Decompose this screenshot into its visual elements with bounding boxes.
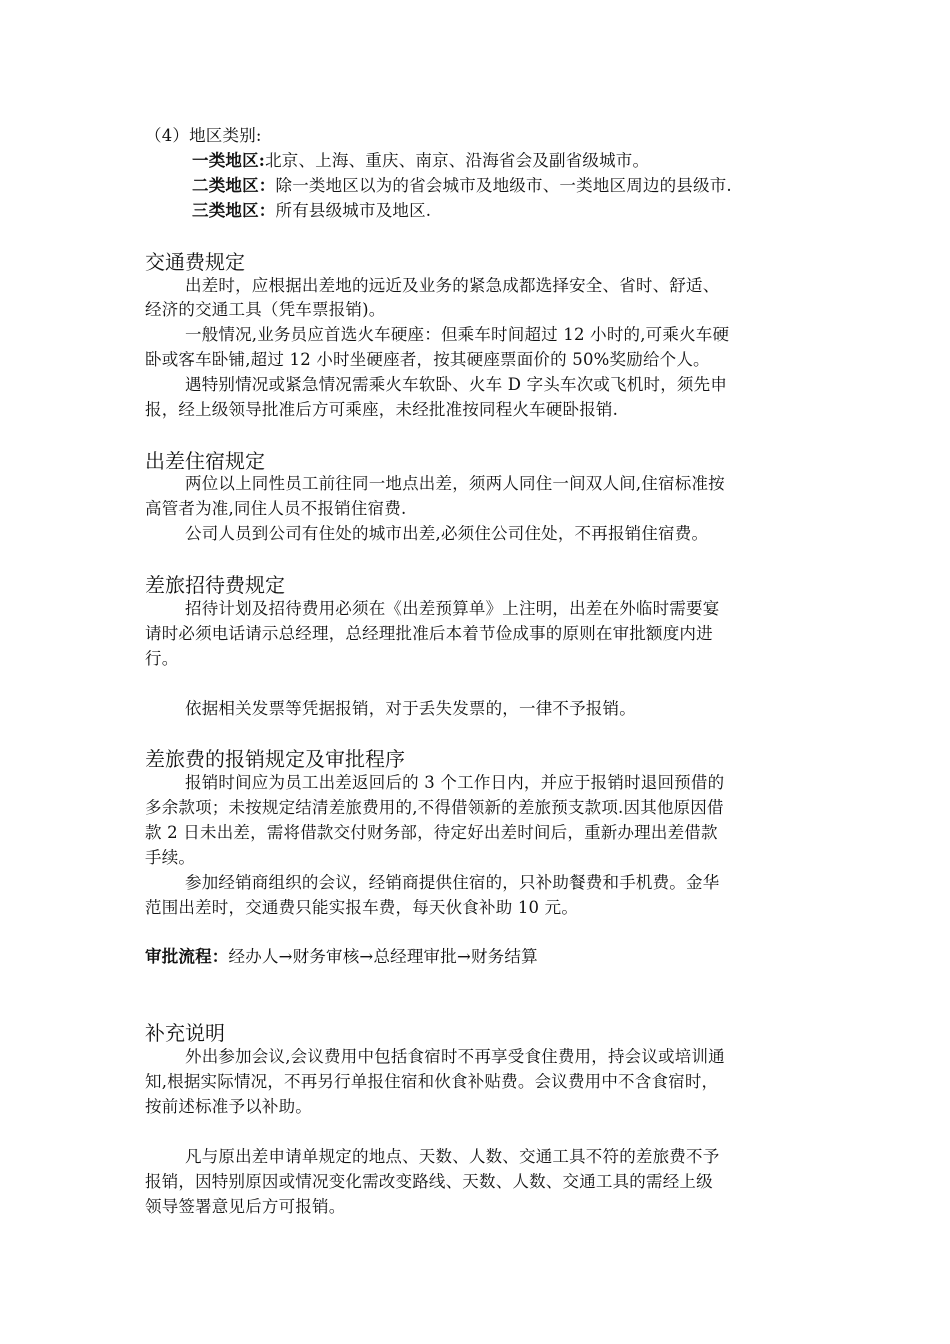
approval-flow — [145, 946, 538, 968]
entertain-line: 招待计划及招待费用必须在《出差预算单》上注明，出差在外临时需要宴 — [185, 599, 720, 618]
supplement-line: 凡与原出差申请单规定的地点、天数、人数、交通工具不符的差旅费不予 — [185, 1147, 720, 1166]
lodging-line: 高管者为准,同住人员不报销住宿费. — [145, 499, 407, 518]
lodging-line: 两位以上同性员工前往同一地点出差，须两人同住一间双人间,住宿标准按 — [185, 474, 725, 493]
region-title: （4）地区类别: — [145, 126, 262, 145]
entertain-line: 依据相关发票等凭据报销，对于丢失发票的，一律不予报销。 — [185, 699, 636, 718]
lodging-line: 公司人员到公司有住处的城市出差,必须住公司住处，不再报销住宿费。 — [185, 524, 709, 543]
transport-line: 经济的交通工具（凭车票报销)。 — [145, 300, 386, 319]
entertain-line: 行。 — [145, 649, 179, 668]
reimburse-line: 多余款项；未按规定结清差旅费用的,不得借领新的差旅预支款项.因其他原因借 — [145, 798, 724, 817]
region-item-3 — [192, 200, 431, 222]
region-item-text: 北京、上海、重庆、南京、沿海省会及副省级城市。 — [265, 151, 650, 170]
transport-line: 出差时，应根据出差地的远近及业务的紧急成都选择安全、省时、舒适、 — [185, 276, 720, 295]
approval-flow-text: 经办人→财务审核→总经理审批→财务结算 — [228, 947, 538, 966]
entertain-line: 请时必须电话请示总经理，总经理批准后本着节俭成事的原则在审批额度内进 — [145, 624, 713, 643]
supplement-line: 外出参加会议,会议费用中包括食宿时不再享受食住费用，持会议或培训通 — [185, 1047, 725, 1066]
transport-line: 卧或客车卧铺,超过 12 小时坐硬座者，按其硬座票面价的 50%奖励给个人。 — [145, 350, 710, 369]
region-item-label: 一类地区: — [192, 151, 266, 170]
region-item-label: 三类地区： — [192, 201, 276, 220]
entertain-heading: 差旅招待费规定 — [145, 573, 285, 597]
supplement-heading: 补充说明 — [145, 1021, 225, 1045]
supplement-line: 按前述标准予以补助。 — [145, 1097, 312, 1116]
reimburse-heading: 差旅费的报销规定及审批程序 — [145, 747, 405, 771]
reimburse-line: 参加经销商组织的会议，经销商提供住宿的，只补助餐费和手机费。金华 — [185, 873, 720, 892]
region-item-1 — [192, 150, 649, 172]
transport-line: 遇特别情况或紧急情况需乘火车软卧、火车 D 字头车次或飞机时，须先申 — [185, 375, 728, 394]
lodging-heading: 出差住宿规定 — [145, 449, 265, 473]
reimburse-line: 范围出差时，交通费只能实报车费，每天伙食补助 10 元。 — [145, 898, 579, 917]
region-item-text: 所有县级城市及地区. — [275, 201, 432, 220]
supplement-line: 知,根据实际情况，不再另行单报住宿和伙食补贴费。会议费用中不含食宿时， — [145, 1072, 719, 1091]
reimburse-line: 报销时间应为员工出差返回后的 3 个工作日内，并应于报销时退回预借的 — [185, 773, 725, 792]
supplement-line: 报销，因特别原因或情况变化需改变路线、天数、人数、交通工具的需经上级 — [145, 1172, 713, 1191]
region-item-2 — [192, 175, 732, 197]
reimburse-line: 手续。 — [145, 848, 196, 867]
supplement-line: 领导签署意见后方可报销。 — [145, 1197, 346, 1216]
reimburse-line: 款 2 日未出差，需将借款交付财务部，待定好出差时间后，重新办理出差借款 — [145, 823, 718, 842]
approval-flow-label: 审批流程： — [145, 947, 229, 966]
transport-line: 一般情况,业务员应首选火车硬座：但乘车时间超过 12 小时的,可乘火车硬 — [185, 325, 730, 344]
region-item-label: 二类地区： — [192, 176, 276, 195]
transport-heading: 交通费规定 — [145, 250, 245, 274]
region-item-text: 除一类地区以为的省会城市及地级市、一类地区周边的县级市. — [275, 176, 732, 195]
transport-line: 报，经上级领导批准后方可乘座，未经批准按同程火车硬卧报销. — [145, 400, 619, 419]
